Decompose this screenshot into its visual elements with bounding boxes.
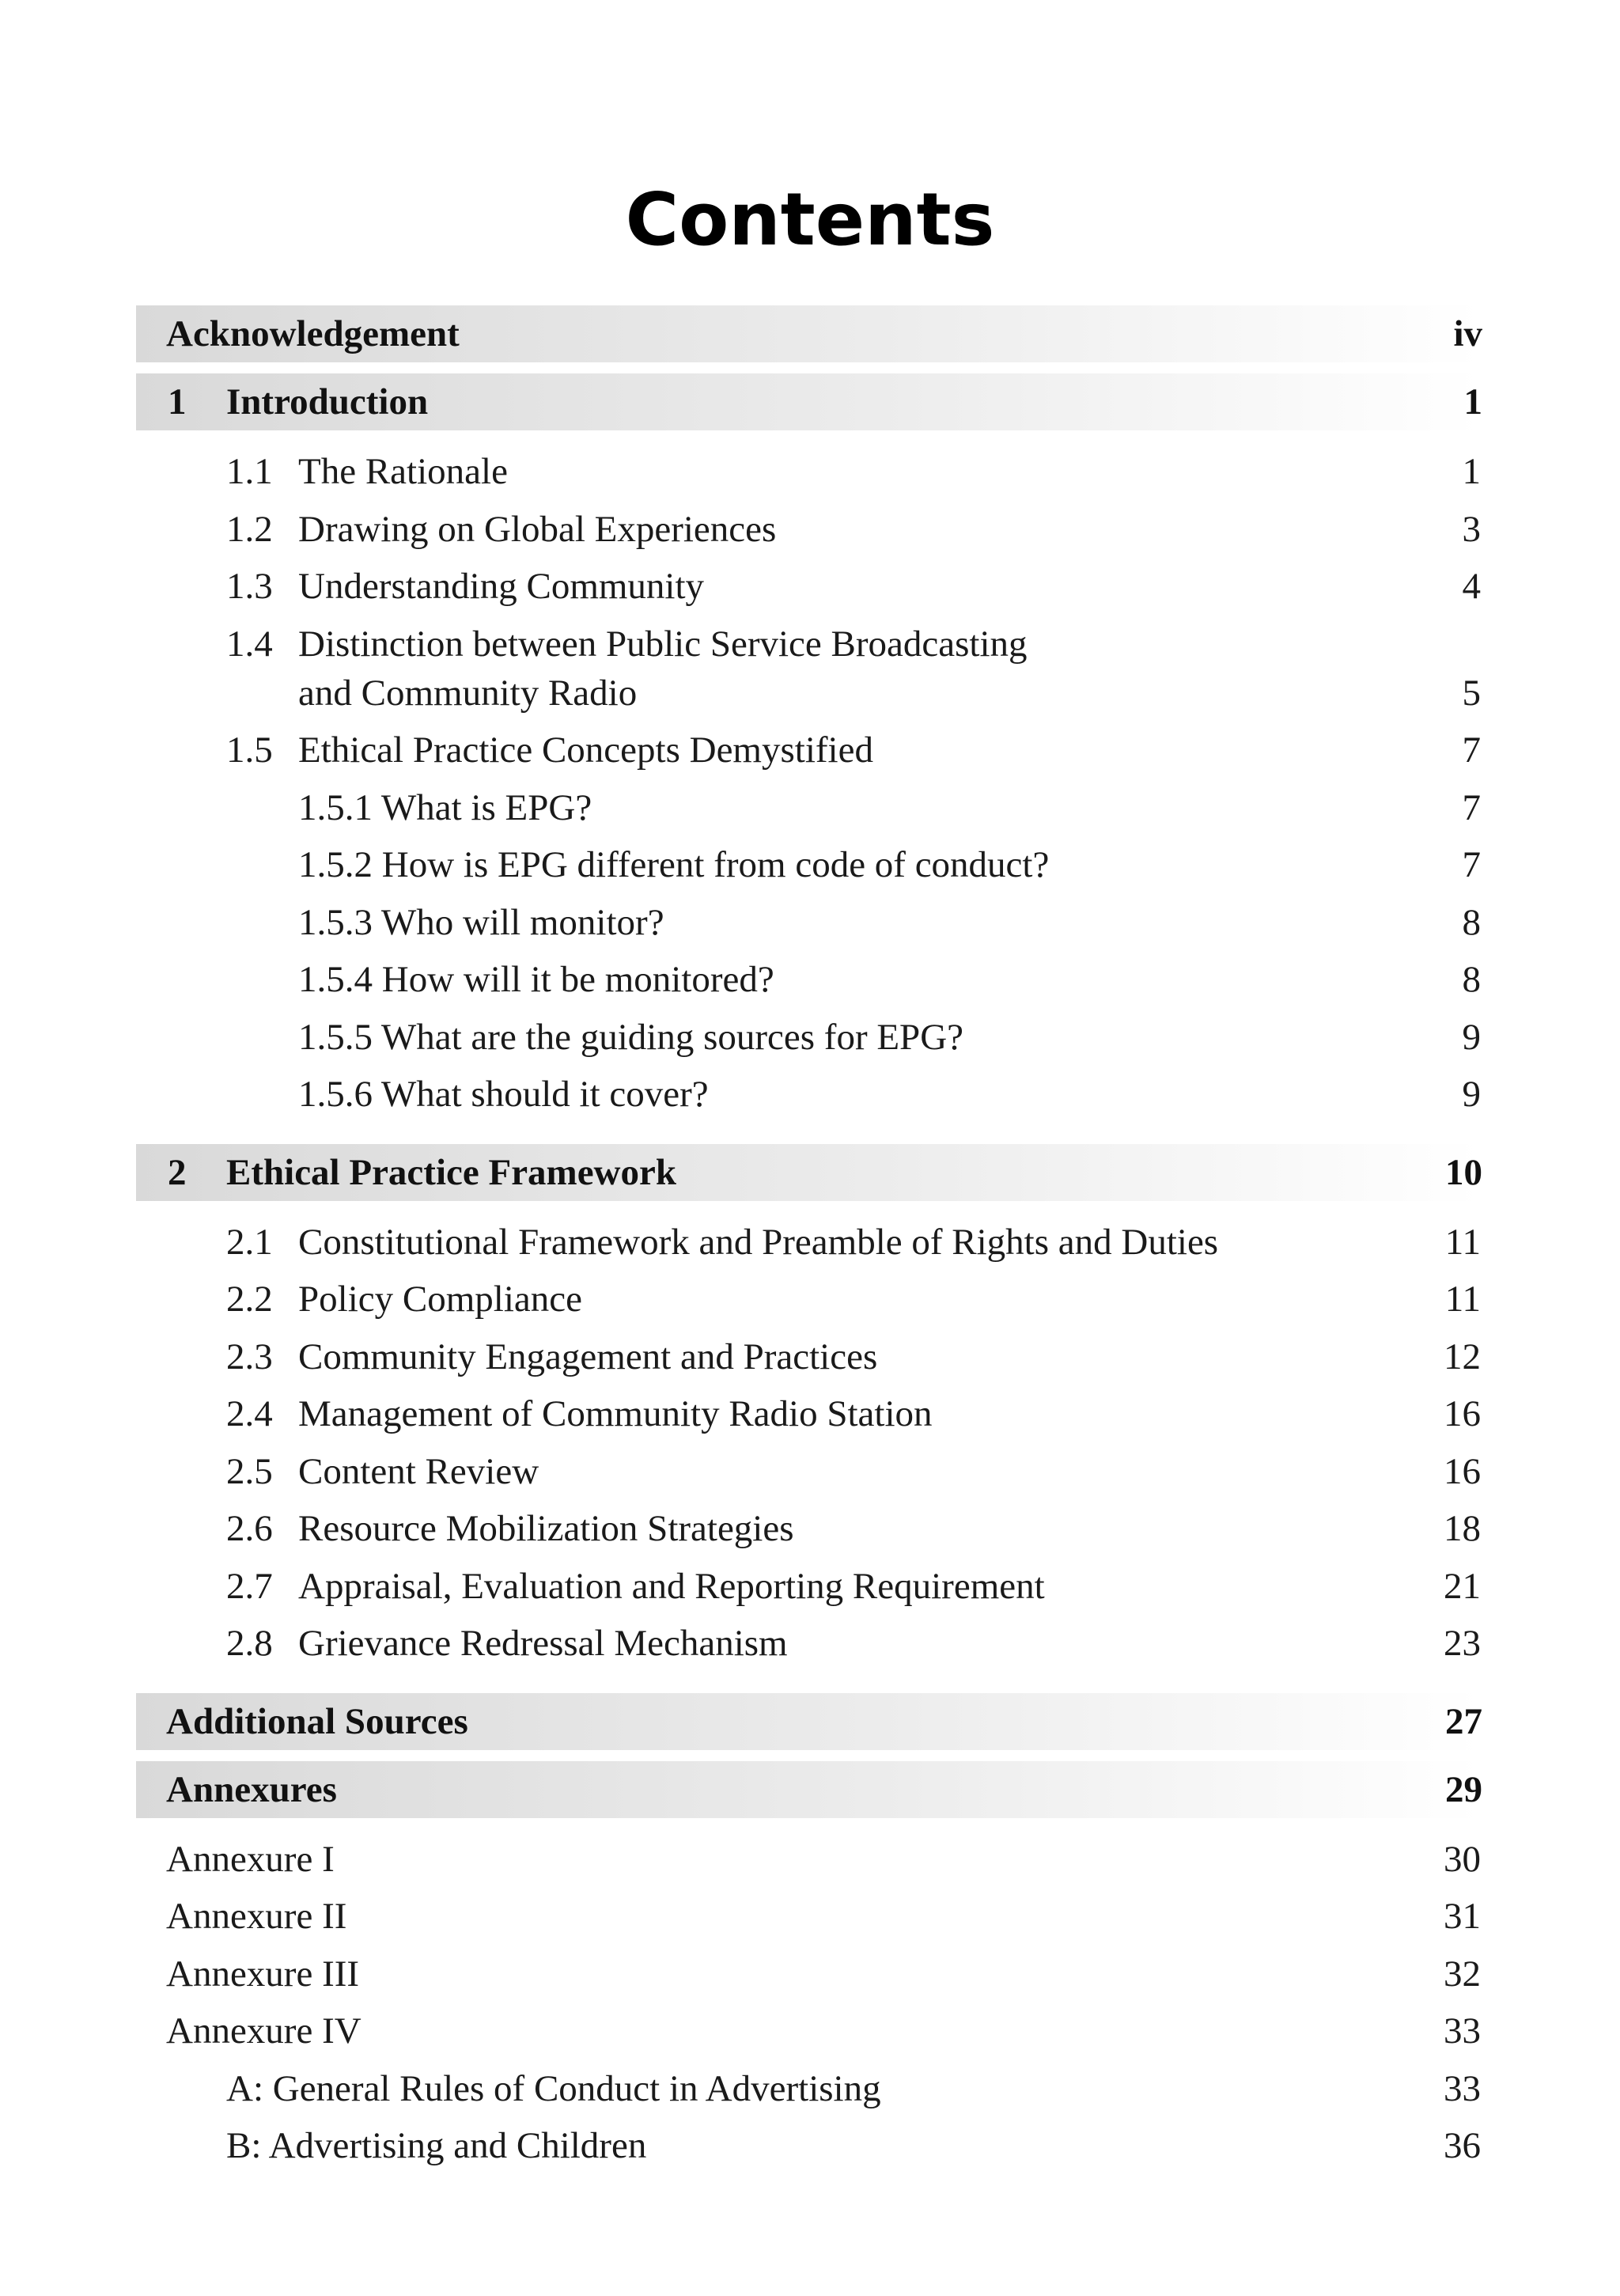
toc-page-number: 16 xyxy=(1444,1451,1481,1492)
toc-page-number: 30 xyxy=(1444,1839,1481,1880)
toc-entry-annexure-4[interactable] xyxy=(0,2007,1620,2055)
toc-entry-2-6[interactable] xyxy=(0,1505,1620,1552)
toc-label: Annexure II xyxy=(166,1896,347,1937)
toc-label: Resource Mobilization Strategies xyxy=(298,1508,794,1549)
toc-heading-ethical-practice-framework[interactable] xyxy=(136,1144,1481,1201)
toc-chapter-number: 2 xyxy=(168,1152,187,1193)
toc-label: 1.5.6 What should it cover? xyxy=(298,1074,709,1115)
toc-page-number: 1 xyxy=(1462,451,1481,492)
toc-page-number: 4 xyxy=(1462,566,1481,607)
toc-page-number: 8 xyxy=(1462,959,1481,1000)
toc-page-number: 23 xyxy=(1444,1623,1481,1664)
toc-page-number: 12 xyxy=(1444,1336,1481,1377)
toc-entry-1-1[interactable] xyxy=(0,448,1620,495)
toc-label: Content Review xyxy=(298,1451,539,1492)
toc-chapter-number: 1 xyxy=(168,381,187,422)
toc-entry-2-1[interactable] xyxy=(0,1218,1620,1266)
toc-entry-annexure-1[interactable] xyxy=(0,1836,1620,1883)
toc-label: Management of Community Radio Station xyxy=(298,1393,933,1434)
toc-entry-1-5-4[interactable] xyxy=(0,956,1620,1003)
toc-label: Distinction between Public Service Broadcasting xyxy=(298,623,1028,665)
toc-label: B: Advertising and Children xyxy=(226,2125,647,2166)
toc-entry-2-8[interactable] xyxy=(0,1620,1620,1667)
toc-section-number: 1.5 xyxy=(226,729,273,771)
toc-page-number: 8 xyxy=(1462,902,1481,943)
toc-page-number: 29 xyxy=(1445,1769,1482,1810)
toc-section-number: 2.3 xyxy=(226,1336,273,1377)
toc-section-number: 1.3 xyxy=(226,566,273,607)
toc-section-number: 1.4 xyxy=(226,623,273,665)
toc-label: The Rationale xyxy=(298,451,508,492)
toc-heading-additional-sources[interactable] xyxy=(136,1693,1481,1750)
toc-page-number: iv xyxy=(1453,313,1482,354)
toc-entry-1-5-5[interactable] xyxy=(0,1013,1620,1061)
toc-entry-2-5[interactable] xyxy=(0,1448,1620,1495)
toc-label: Acknowledgement xyxy=(166,313,460,354)
toc-page-number: 11 xyxy=(1444,1222,1481,1263)
toc-section-number: 2.8 xyxy=(226,1623,273,1664)
toc-label: 1.5.2 How is EPG different from code of conduct? xyxy=(298,844,1050,885)
toc-entry-2-3[interactable] xyxy=(0,1333,1620,1381)
toc-label-continued: and Community Radio xyxy=(298,673,638,714)
toc-entry-2-4[interactable] xyxy=(0,1390,1620,1438)
toc-section-number: 2.6 xyxy=(226,1508,273,1549)
toc-section-number: 2.1 xyxy=(226,1222,273,1263)
toc-page-number: 33 xyxy=(1444,2010,1481,2052)
toc-label: Appraisal, Evaluation and Reporting Requirement xyxy=(298,1566,1045,1607)
toc-entry-annexure-2[interactable] xyxy=(0,1892,1620,1940)
toc-section-number: 2.2 xyxy=(226,1279,273,1320)
toc-section-number: 1.2 xyxy=(226,509,273,550)
toc-page-number: 18 xyxy=(1444,1508,1481,1549)
toc-entry-1-5[interactable] xyxy=(0,726,1620,774)
toc-label: Drawing on Global Experiences xyxy=(298,509,777,550)
toc-section-number: 2.4 xyxy=(226,1393,273,1434)
toc-page-number: 3 xyxy=(1462,509,1481,550)
toc-heading-acknowledgement[interactable] xyxy=(136,305,1481,362)
toc-entry-2-7[interactable] xyxy=(0,1563,1620,1610)
toc-entry-1-5-2[interactable] xyxy=(0,841,1620,888)
toc-label: 1.5.3 Who will monitor? xyxy=(298,902,664,943)
toc-entry-1-5-6[interactable] xyxy=(0,1070,1620,1118)
toc-entry-1-2[interactable] xyxy=(0,506,1620,553)
toc-label: 1.5.4 How will it be monitored? xyxy=(298,959,774,1000)
toc-page-number: 7 xyxy=(1462,729,1481,771)
toc-page-number: 33 xyxy=(1444,2068,1481,2109)
toc-heading-introduction[interactable] xyxy=(136,373,1481,430)
toc-label: Ethical Practice Concepts Demystified xyxy=(298,729,873,771)
toc-page-number: 36 xyxy=(1444,2125,1481,2166)
toc-label: 1.5.1 What is EPG? xyxy=(298,787,592,828)
page-title: Contents xyxy=(625,177,995,262)
toc-entry-1-3[interactable] xyxy=(0,563,1620,610)
toc-entry-annexure-4-b[interactable] xyxy=(0,2122,1620,2169)
toc-page-number: 11 xyxy=(1444,1279,1481,1320)
toc-entry-1-4[interactable] xyxy=(0,620,1620,668)
toc-label: Grievance Redressal Mechanism xyxy=(298,1623,788,1664)
toc-heading-annexures[interactable] xyxy=(136,1761,1481,1818)
toc-page-number: 1 xyxy=(1463,381,1482,422)
toc-label: Additional Sources xyxy=(166,1701,468,1742)
toc-label: Community Engagement and Practices xyxy=(298,1336,878,1377)
toc-label: Introduction xyxy=(226,381,429,422)
toc-page-number: 7 xyxy=(1462,787,1481,828)
toc-page-number: 31 xyxy=(1444,1896,1481,1937)
toc-page-number: 5 xyxy=(1462,673,1481,714)
toc-label: Ethical Practice Framework xyxy=(226,1152,677,1193)
toc-page-number: 27 xyxy=(1445,1701,1482,1742)
toc-page-number: 9 xyxy=(1462,1074,1481,1115)
toc-page-number: 21 xyxy=(1444,1566,1481,1607)
toc-label: Understanding Community xyxy=(298,566,705,607)
toc-entry-2-2[interactable] xyxy=(0,1275,1620,1323)
toc-page-number: 9 xyxy=(1462,1017,1481,1058)
toc-label: Annexure I xyxy=(166,1839,335,1880)
toc-label: A: General Rules of Conduct in Advertising xyxy=(226,2068,881,2109)
toc-entry-1-5-3[interactable] xyxy=(0,899,1620,946)
toc-section-number: 1.1 xyxy=(226,451,273,492)
toc-label: Annexure III xyxy=(166,1953,360,1995)
toc-section-number: 2.7 xyxy=(226,1566,273,1607)
toc-label: Annexure IV xyxy=(166,2010,361,2052)
toc-page-number: 10 xyxy=(1445,1152,1482,1193)
toc-page-number: 16 xyxy=(1444,1393,1481,1434)
toc-page-number: 32 xyxy=(1444,1953,1481,1995)
toc-label: Constitutional Framework and Preamble of Rights and Duties xyxy=(298,1222,1219,1263)
toc-label: Policy Compliance xyxy=(298,1279,582,1320)
toc-label: Annexures xyxy=(166,1769,337,1810)
toc-page-number: 7 xyxy=(1462,844,1481,885)
toc-label: 1.5.5 What are the guiding sources for EPG? xyxy=(298,1017,963,1058)
toc-entry-1-5-1[interactable] xyxy=(0,784,1620,832)
toc-section-number: 2.5 xyxy=(226,1451,273,1492)
toc-entry-1-4-continued[interactable] xyxy=(0,669,1620,717)
toc-entry-annexure-4-a[interactable] xyxy=(0,2065,1620,2112)
toc-entry-annexure-3[interactable] xyxy=(0,1950,1620,1998)
